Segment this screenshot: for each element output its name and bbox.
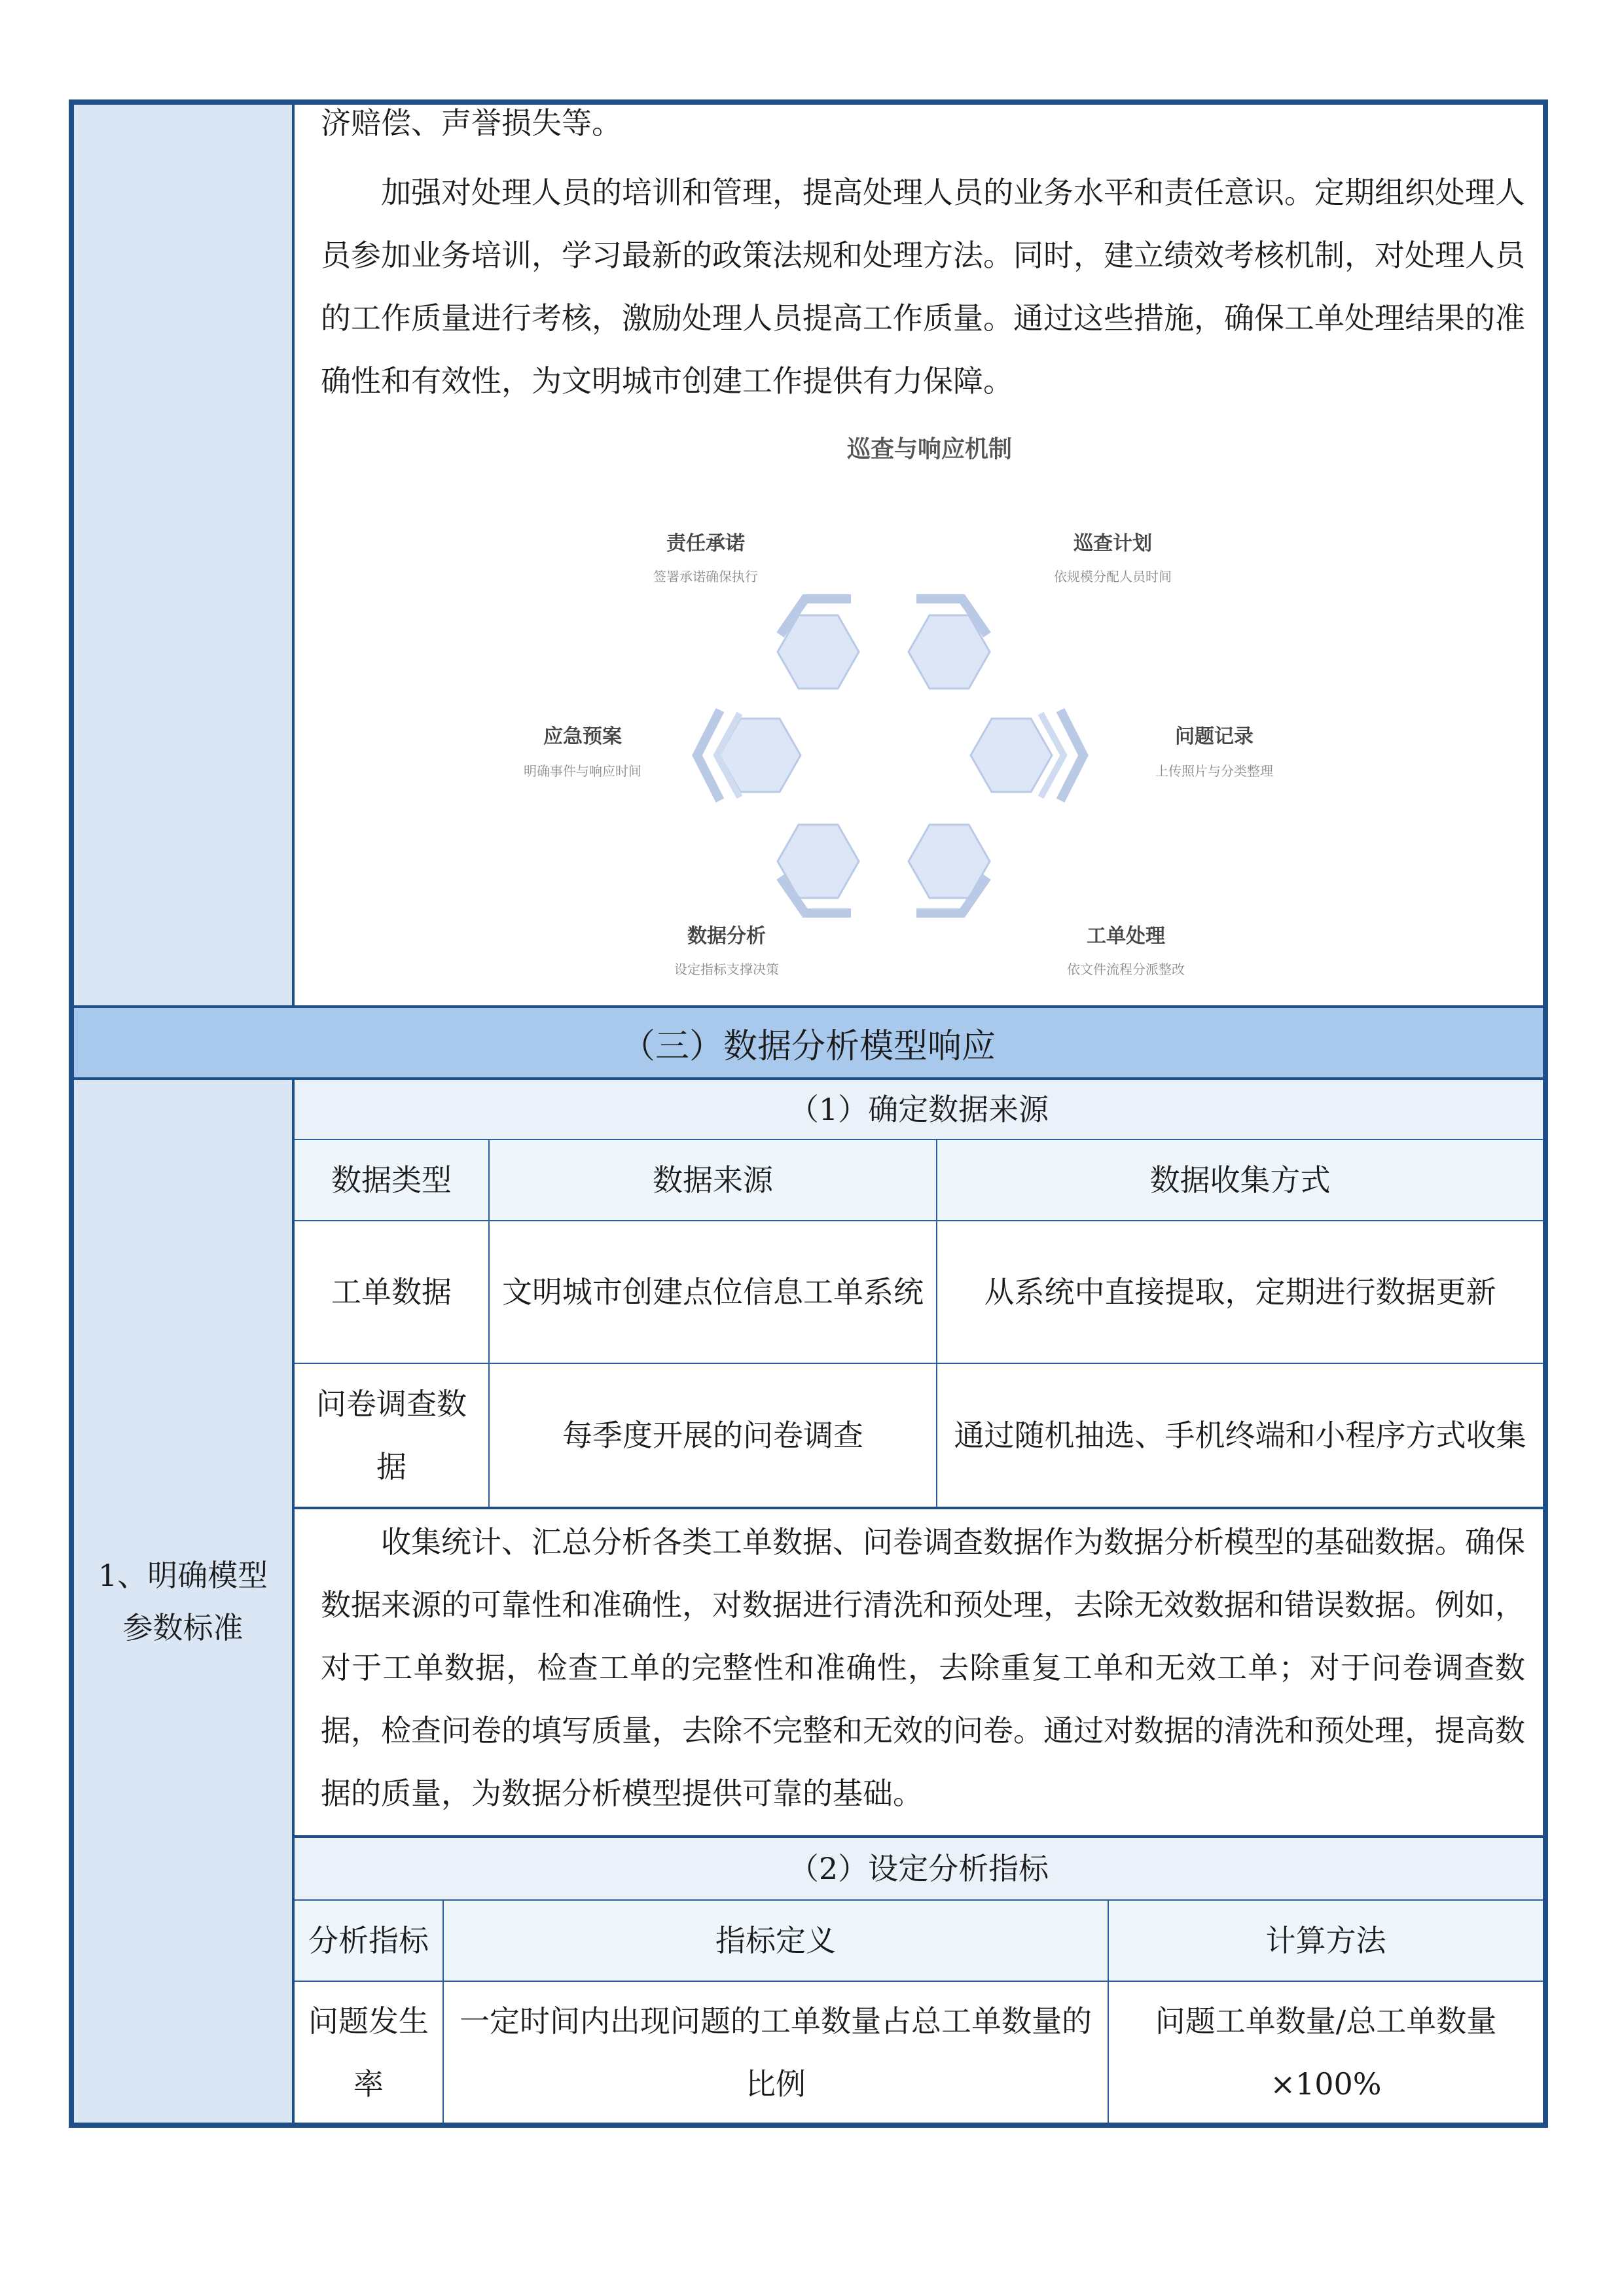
rule	[1108, 1901, 1109, 2123]
sub1-header-type: 数据类型	[295, 1140, 488, 1220]
patrol-response-diagram	[497, 419, 1362, 995]
sub2-header-indicator: 分析指标	[295, 1901, 442, 1981]
paragraph-training: 加强对处理人员的培训和管理，提高处理人员的业务水平和责任意识。定期组织处理人员参加业务培训，学习最新的政策法规和处理方法。同时，建立绩效考核机制，对处理人员的工作质量进行考核，激励处理人员提高工作质量。通过这些措施，确保工单处理结果的准确性和有效性，为文明城市创建工作提供有力保障。	[321, 175, 1525, 399]
node-desc-responsibility: 签署承诺确保执行	[653, 569, 758, 584]
sub1-row1-method: 从系统中直接提取，定期进行数据更新	[984, 1274, 1496, 1310]
node-desc-work-order: 依文件流程分派整改	[1067, 961, 1185, 977]
side-column-top	[74, 105, 292, 1007]
top-text-block	[321, 92, 1525, 412]
section-title: （三）数据分析模型响应	[621, 1026, 996, 1066]
side-label-model-params: 1、明确模型参数标准	[98, 1557, 268, 1645]
paragraph-fragment: 济赔偿、声誉损失等。	[321, 105, 622, 141]
sub2-row1-indicator: 问题发生率	[308, 2003, 429, 2102]
sub1-row2-method: 通过随机抽选、手机终端和小程序方式收集	[954, 1418, 1526, 1453]
node-label-problem-record: 问题记录	[1175, 725, 1254, 748]
sub1-row1-type: 工单数据	[331, 1274, 452, 1310]
side-column-bottom	[74, 1080, 292, 2123]
sub2-row1-calculation: 问题工单数量/总工单数量×100%	[1155, 2003, 1497, 2102]
sub2-header-calculation: 计算方法	[1109, 1901, 1543, 1981]
node-desc-data-analysis: 设定指标支撑决策	[674, 961, 779, 977]
node-label-data-analysis: 数据分析	[687, 925, 766, 948]
sub2-row1-definition: 一定时间内出现问题的工单数量占总工单数量的比例	[460, 2003, 1092, 2102]
node-desc-problem-record: 上传照片与分类整理	[1155, 763, 1273, 779]
rule	[936, 1140, 937, 1507]
data-cleaning-paragraph: 收集统计、汇总分析各类工单数据、问卷调查数据作为数据分析模型的基础数据。确保数据来源的可靠性和准确性，对数据进行清洗和预处理，去除无效数据和错误数据。例如，对于工单数据，检查工单的完整性和准确性，去除重复工单和无效工单；对于问卷调查数据，检查问卷的填写质量，去除不完整和无效的问卷。通过对数据的清洗和预处理，提高数据的质量，为数据分析模型提供可靠的基础。	[321, 1524, 1525, 1811]
rule	[442, 1901, 444, 2123]
sub1-row2-source: 每季度开展的问卷调查	[562, 1418, 863, 1453]
sub1-header-source: 数据来源	[490, 1140, 936, 1220]
sub1-title: （1）确定数据来源	[295, 1080, 1543, 1139]
node-desc-emergency: 明确事件与响应时间	[524, 763, 641, 779]
sub1-header-method: 数据收集方式	[937, 1140, 1543, 1220]
sub1-row1-source: 文明城市创建点位信息工单系统	[502, 1274, 924, 1310]
sub2-header-definition: 指标定义	[444, 1901, 1108, 1981]
node-label-patrol-plan: 巡查计划	[1074, 532, 1152, 555]
sub1-row2-type: 问卷调查数据	[316, 1386, 467, 1484]
hexagon-problem-record	[971, 719, 1052, 792]
node-label-responsibility: 责任承诺	[666, 532, 745, 555]
diagram-title: 巡查与响应机制	[846, 436, 1013, 463]
section-band	[74, 1008, 1543, 1077]
node-label-emergency: 应急预案	[543, 725, 622, 748]
column-divider-top	[292, 105, 295, 1008]
rule	[488, 1140, 490, 1507]
sub2-title: （2）设定分析指标	[295, 1838, 1543, 1899]
node-label-work-order: 工单处理	[1087, 925, 1165, 948]
data-cleaning-paragraph-block	[321, 1509, 1525, 1835]
node-desc-patrol-plan: 依规模分配人员时间	[1054, 569, 1172, 584]
